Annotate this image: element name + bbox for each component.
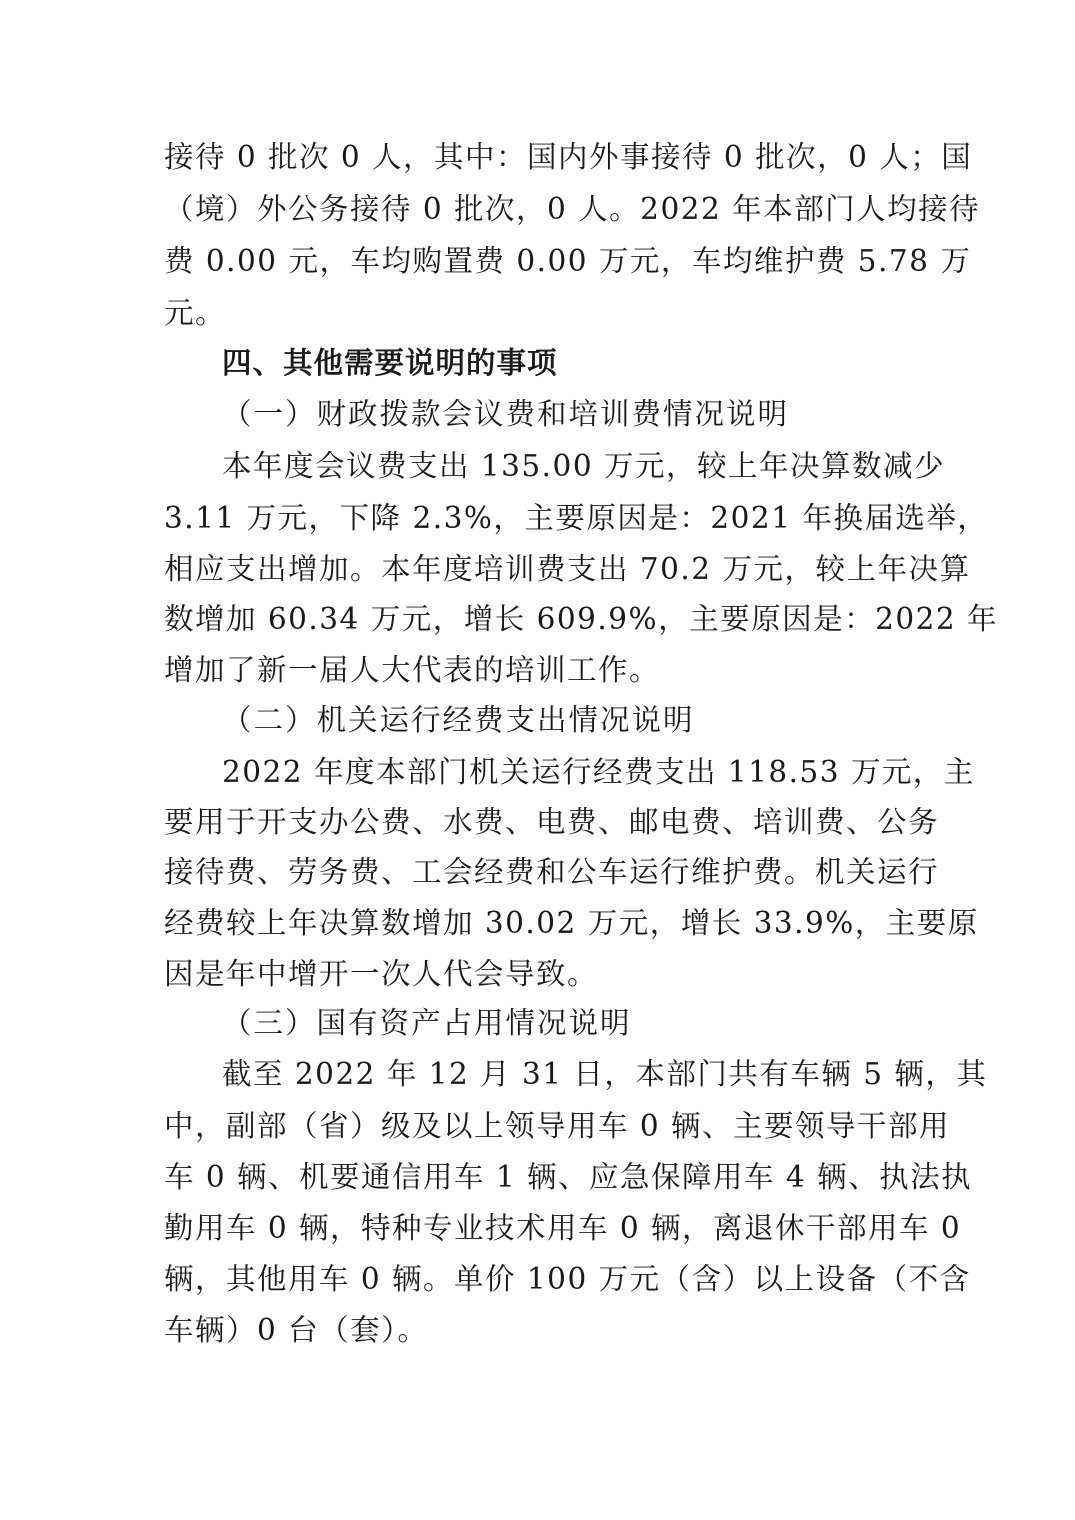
- text-line: 数增加 60.34 万元，增长 609.9%，主要原因是：2022 年: [164, 602, 999, 636]
- text-line: 接待费、劳务费、工会经费和公车运行维护费。机关运行: [164, 855, 940, 889]
- text-line: 相应支出增加。本年度培训费支出 70.2 万元，较上年决算: [164, 552, 971, 586]
- text-line: 增加了新一届人大代表的培训工作。: [164, 653, 661, 687]
- text-line: 本年度会议费支出 135.00 万元，较上年决算数减少: [222, 449, 945, 483]
- text-line: 勤用车 0 辆，特种专业技术用车 0 辆，离退休干部用车 0: [164, 1211, 962, 1245]
- text-line: 元。: [164, 296, 227, 330]
- text-line: 要用于开支办公费、水费、电费、邮电费、培训费、公务: [164, 805, 940, 839]
- text-line: 接待 0 批次 0 人，其中：国内外事接待 0 批次，0 人；国: [164, 140, 973, 174]
- text-line: 截至 2022 年 12 月 31 日，本部门共有车辆 5 辆，其: [222, 1057, 988, 1091]
- text-line: 车辆）0 台（套）。: [164, 1313, 429, 1347]
- text-line: 中，副部（省）级及以上领导用车 0 辆、主要领导干部用: [164, 1109, 951, 1143]
- text-line: 车 0 辆、机要通信用车 1 辆、应急保障用车 4 辆、执法执: [164, 1160, 973, 1194]
- text-line: （境）外公务接待 0 批次，0 人。2022 年本部门人均接待: [164, 192, 981, 226]
- text-line: 辆，其他用车 0 辆。单价 100 万元（含）以上设备（不含: [164, 1262, 971, 1296]
- text-line: 费 0.00 元，车均购置费 0.00 万元，车均维护费 5.78 万: [164, 244, 972, 278]
- text-line: 经费较上年决算数增加 30.02 万元，增长 33.9%，主要原: [164, 906, 979, 940]
- text-line: 因是年中增开一次人代会导致。: [164, 957, 599, 991]
- subsection-heading: （三）国有资产占用情况说明: [222, 1006, 632, 1040]
- text-line: 2022 年度本部门机关运行经费支出 118.53 万元，主: [222, 755, 975, 789]
- text-line: 3.11 万元，下降 2.3%，主要原因是：2021 年换届选举，: [164, 501, 989, 535]
- section-heading: 四、其他需要说明的事项: [222, 346, 558, 380]
- subsection-heading: （一）财政拨款会议费和培训费情况说明: [222, 397, 790, 431]
- subsection-heading: （二）机关运行经费支出情况说明: [222, 703, 695, 737]
